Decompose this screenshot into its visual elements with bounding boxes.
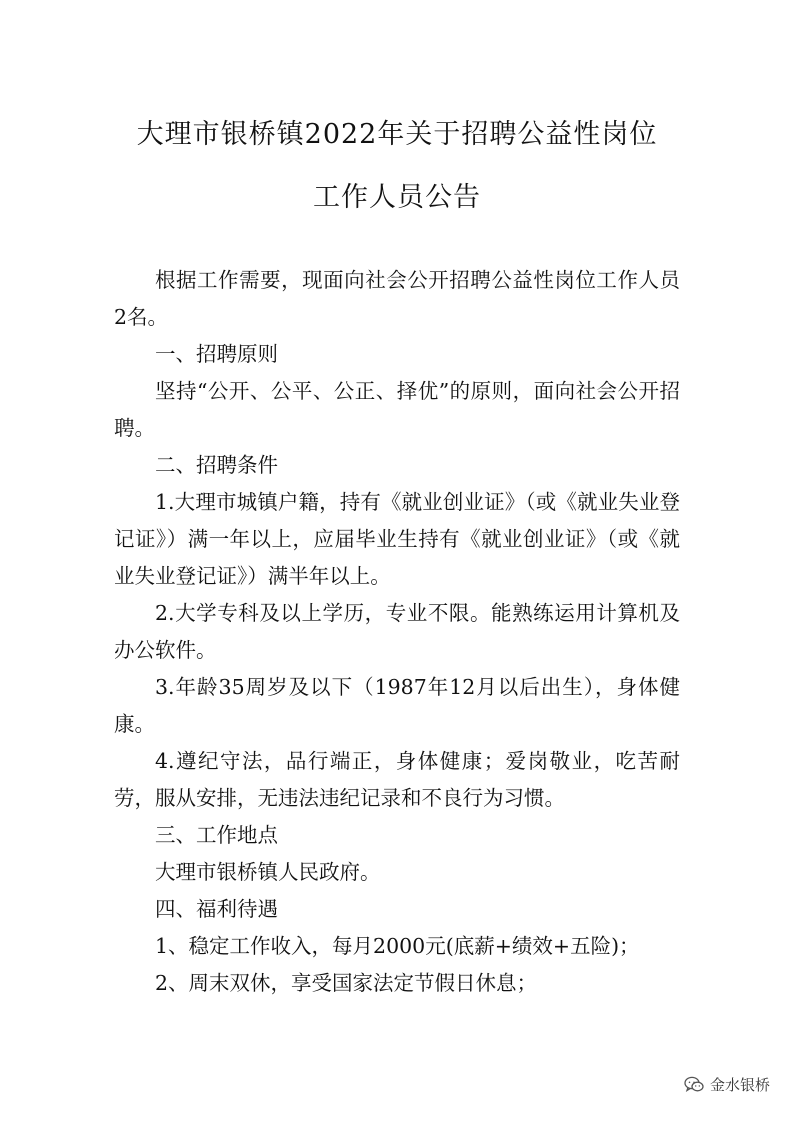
document-title-line-2: 工作人员公告 [313, 182, 481, 213]
section-heading-location: 三、工作地点 [155, 823, 278, 847]
location-paragraph: 大理市银桥镇人民政府。 [155, 860, 381, 884]
condition-item-4: 4.遵纪守法，品行端正，身体健康；爱岗敬业，吃苦耐劳，服从安排，无违法违纪记录和不良行为习惯。 [114, 749, 680, 810]
document-title-line-1: 大理市银桥镇2022年关于招聘公益性岗位 [136, 119, 658, 150]
section-heading-principles: 一、招聘原则 [155, 342, 278, 366]
section-heading-conditions: 二、招聘条件 [155, 453, 278, 477]
wechat-icon [684, 1076, 704, 1093]
condition-item-3: 3.年龄35周岁及以下（1987年12月以后出生），身体健康。 [114, 675, 680, 736]
section-heading-benefits: 四、福利待遇 [155, 897, 278, 921]
benefit-item-2: 2、周末双休，享受国家法定节假日休息； [155, 971, 538, 995]
source-watermark [684, 1074, 770, 1095]
watermark-text: 金水银桥 [709, 1076, 770, 1094]
intro-paragraph: 根据工作需要，现面向社会公开招聘公益性岗位工作人员2名。 [114, 268, 680, 329]
document-body [114, 262, 680, 1002]
condition-item-2: 2.大学专科及以上学历，专业不限。能熟练运用计算机及办公软件。 [114, 601, 680, 662]
condition-item-1: 1.大理市城镇户籍，持有《就业创业证》（或《就业失业登记证》）满一年以上，应届毕业生持有《就业创业证》（或《就业失业登记证》）满半年以上。 [114, 490, 680, 588]
benefit-item-1: 1、稳定工作收入，每月2000元(底薪+绩效+五险)； [155, 934, 640, 958]
principles-paragraph: 坚持“公开、公平、公正、择优”的原则，面向社会公开招聘。 [114, 379, 680, 440]
